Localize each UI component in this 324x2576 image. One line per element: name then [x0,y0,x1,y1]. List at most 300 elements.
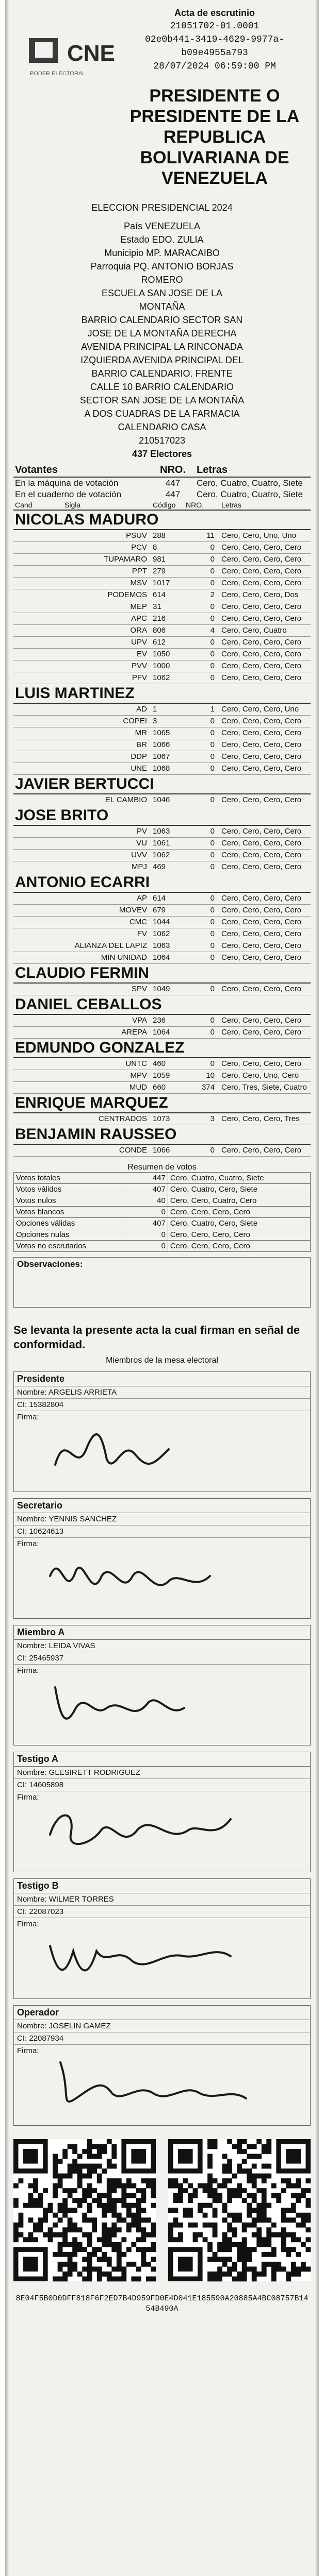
qr-module [213,2276,218,2281]
qr-module [256,2174,262,2179]
qr-module [203,2223,208,2228]
party-votes: 0 [184,917,220,928]
qr-module [102,2237,107,2242]
qr-module [77,2168,83,2174]
qr-module [82,2247,87,2252]
qr-module [58,2203,63,2208]
qr-module [247,2144,252,2149]
qr-module [82,2193,87,2198]
qr-module [126,2208,132,2213]
qr-module [107,2237,112,2242]
candidate-row [13,873,311,893]
spacer [13,530,63,542]
qr-module [227,2247,232,2252]
qr-module [62,2198,68,2203]
party-letras: Cero, Cero, Cero, Cero [220,1058,311,1070]
party-row [13,825,311,838]
voter-count: 437 Electores [132,449,192,459]
party-letras: Cero, Cero, Cero, Cero [220,850,311,861]
party-letras: Cero, Cero, Cero, Cero [220,613,311,625]
qr-module [62,2237,68,2242]
qr-module [126,2262,132,2267]
qr-module [102,2232,107,2238]
qr-module [58,2217,63,2223]
party-row [13,892,311,905]
qr-module [213,2257,218,2262]
qr-module [291,2193,296,2198]
qr-module [131,2203,136,2208]
qr-module [62,2227,68,2232]
qr-module [146,2178,151,2183]
qr-module [77,2272,83,2277]
qr-module [146,2247,151,2252]
qr-module [286,2208,291,2213]
party-letras: Cero, Cero, Cero, Cero [220,660,311,672]
qr-module [305,2227,311,2232]
resumen-row [14,1195,311,1207]
resumen-label: Votos blancos [14,1207,122,1218]
qr-module [136,2208,141,2213]
qr-module [252,2164,257,2169]
party-letras: Cero, Cero, Uno, Cero [220,1070,311,1082]
qr-code-icon [13,2139,156,2281]
qr-module [271,2183,277,2189]
qr-module [102,2213,107,2218]
party-votes: 0 [184,1014,220,1027]
qr-module [276,2198,281,2203]
qr-module [102,2272,107,2277]
qr-module [92,2223,97,2228]
resumen-label: Opciones nulas [14,1229,122,1241]
party-votes: 0 [184,928,220,940]
resumen-label: Opciones válidas [14,1218,122,1229]
party-code: 1066 [151,1144,184,1157]
address-line: CALLE 10 BARRIO CALENDARIO [90,382,234,392]
spacer [13,917,63,928]
qr-module [207,2144,213,2149]
qr-module [68,2223,73,2228]
qr-module [305,2266,311,2272]
qr-module [82,2149,87,2154]
qr-module [131,2276,136,2281]
qr-module [102,2168,107,2174]
qr-module [72,2164,77,2169]
party-code: 1000 [151,660,184,672]
election-title-line: PRESIDENTE DE LA [129,107,300,126]
qr-module [232,2227,237,2232]
party-name: FV [63,928,151,940]
member-block [13,1878,311,1999]
spacer [13,1027,63,1039]
qr-module [256,2227,262,2232]
qr-module [247,2193,252,2198]
qr-module [266,2203,271,2208]
resumen-num: 447 [122,1173,168,1184]
qr-module [276,2232,281,2238]
qr-module [183,2178,188,2183]
qr-module [237,2188,242,2193]
qr-module [43,2217,48,2223]
address-line: IZQUIERDA AVENIDA PRINCIPAL DEL [80,355,244,365]
party-votes: 0 [184,825,220,838]
qr-module [232,2232,237,2238]
qr-module [222,2257,228,2262]
member-firma-label: Firma: [17,1666,39,1675]
party-votes: 0 [184,794,220,806]
party-votes: 10 [184,1070,220,1082]
qr-module [107,2242,112,2247]
party-letras: Cero, Cero, Cero, Cero [220,751,311,763]
qr-module [188,2208,193,2213]
party-row [13,578,311,589]
qr-module [237,2183,242,2189]
qr-module [301,2266,306,2272]
qr-module [227,2188,232,2193]
resumen-row [14,1207,311,1218]
qr-module [296,2213,301,2218]
qr-module [28,2217,34,2223]
resumen-num: 0 [122,1207,168,1218]
qr-module [207,2276,213,2281]
qr-module [43,2188,48,2193]
qr-module [13,2198,19,2203]
qr-module [111,2232,117,2238]
party-row [13,554,311,566]
qr-module [222,2237,228,2242]
party-row [13,1070,311,1082]
acta-uuid-1: 02e0b441-3419-4629-9977a- [144,35,285,45]
qr-module [232,2217,237,2223]
qr-module [217,2193,222,2198]
party-name: UNTC [63,1058,151,1070]
summary-row-num: 447 [165,478,181,488]
qr-module [247,2168,252,2174]
qr-module [237,2217,242,2223]
qr-module [58,2247,63,2252]
qr-module [33,2223,38,2228]
handwritten-signature [45,1672,272,1739]
qr-module [28,2237,34,2242]
qr-module [305,2198,311,2203]
qr-module [126,2223,132,2228]
signature-stroke [60,2062,246,2102]
qr-module [222,2262,228,2267]
qr-module [207,2223,213,2228]
spacer [13,542,63,554]
qr-module [13,2237,19,2242]
qr-module [43,2208,48,2213]
qr-module [256,2213,262,2218]
member-block [13,1498,311,1619]
party-votes: 2 [184,589,220,601]
qr-finder [286,2149,301,2164]
qr-module [111,2247,117,2252]
party-letras: Cero, Cero, Cero, Cero [220,554,311,566]
qr-module [141,2257,146,2262]
qr-module [87,2266,92,2272]
spacer [13,892,63,905]
party-letras: Cero, Cero, Cero, Tres [220,1113,311,1125]
qr-module [136,2203,141,2208]
party-letras: Cero, Cero, Cero, Cero [220,566,311,578]
qr-module [97,2247,102,2252]
qr-module [92,2198,97,2203]
party-row [13,763,311,775]
qr-module [97,2193,102,2198]
party-letras: Cero, Cero, Cero, Uno [220,703,311,716]
spacer [13,1058,63,1070]
resumen-num: 407 [122,1218,168,1229]
qr-module [213,2188,218,2193]
party-letras: Cero, Cero, Cero, Cero [220,825,311,838]
qr-module [262,2149,267,2154]
qr-module [291,2272,296,2277]
qr-module [102,2252,107,2257]
candidate-name: LUIS MARTINEZ [13,684,311,704]
qr-module [242,2252,247,2257]
spacer [13,716,63,727]
qr-module [198,2203,203,2208]
qr-module [82,2217,87,2223]
qr-module [252,2154,257,2159]
qr-module [247,2266,252,2272]
qr-module [141,2262,146,2267]
qr-module [87,2252,92,2257]
resumen-letras: Cero, Cuatro, Cuatro, Siete [168,1173,310,1184]
qr-module [242,2237,247,2242]
qr-module [77,2247,83,2252]
party-votes: 0 [184,739,220,751]
qr-module [136,2266,141,2272]
qr-module [151,2188,156,2193]
qr-module [281,2188,286,2193]
qr-module [262,2144,267,2149]
party-row [13,905,311,917]
qr-module [13,2183,19,2189]
qr-module [126,2178,132,2183]
qr-module [68,2257,73,2262]
qr-module [72,2266,77,2272]
qr-module [222,2203,228,2208]
qr-module [286,2272,291,2277]
qr-module [256,2237,262,2242]
legal-statement: Se levanta la presente acta la cual firman en señal de conformidad. [13,1324,300,1351]
qr-module [232,2144,237,2149]
qr-module [72,2242,77,2247]
col-cand: Cand [13,500,63,510]
qr-module [141,2247,146,2252]
qr-module [193,2223,198,2228]
qr-module [92,2266,97,2272]
resumen-row [14,1184,311,1195]
qr-module [252,2183,257,2189]
party-letras: Cero, Cero, Cero, Cero [220,1014,311,1027]
qr-module [262,2208,267,2213]
spacer [13,983,63,995]
qr-module [121,2203,126,2208]
member-name: Nombre: GLESIRETT RODRIGUEZ [14,1767,310,1779]
qr-module [111,2144,117,2149]
party-row [13,566,311,578]
qr-module [286,2178,291,2183]
qr-module [247,2174,252,2179]
qr-module [121,2193,126,2198]
qr-module [19,2213,24,2218]
qr-module [87,2276,92,2281]
candidate-row [13,964,311,984]
qr-module [72,2144,77,2149]
center-code: 210517023 [138,435,186,446]
qr-module [291,2208,296,2213]
party-code: 1064 [151,952,184,964]
party-letras: Cero, Cero, Cero, Cero [220,928,311,940]
qr-module [58,2266,63,2272]
observaciones-label: Observaciones: [17,1259,83,1269]
qr-module [151,2247,156,2252]
party-code: 981 [151,554,184,566]
qr-module [19,2223,24,2228]
qr-module [97,2257,102,2262]
party-row [13,589,311,601]
qr-module [117,2217,122,2223]
qr-module [242,2139,247,2144]
qr-module [48,2232,53,2238]
qr-module [247,2178,252,2183]
qr-module [232,2276,237,2281]
qr-module [111,2164,117,2169]
handwritten-signature [45,2052,272,2119]
resumen-row [14,1218,311,1229]
spacer [13,952,63,964]
qr-module [242,2159,247,2164]
qr-module [107,2159,112,2164]
qr-module [77,2227,83,2232]
qr-module [256,2242,262,2247]
qr-module [92,2252,97,2257]
party-code: 1068 [151,763,184,775]
member-signature-field [14,1791,310,1872]
qr-module [227,2159,232,2164]
party-row [13,952,311,964]
member-role: Secretario [14,1499,310,1513]
party-name: UPV [63,637,151,649]
qr-module [173,2198,179,2203]
qr-module [136,2247,141,2252]
party-code: 1 [151,703,184,716]
qr-module [207,2154,213,2159]
qr-module [62,2276,68,2281]
party-votes: 0 [184,952,220,964]
party-letras: Cero, Cero, Uno, Uno [220,530,311,542]
qr-module [227,2227,232,2232]
qr-module [131,2183,136,2189]
qr-module [136,2227,141,2232]
qr-module [262,2174,267,2179]
qr-module [271,2266,277,2272]
country: País VENEZUELA [123,221,201,231]
qr-module [33,2203,38,2208]
member-firma-label: Firma: [17,1920,39,1928]
qr-module [296,2237,301,2242]
spacer [13,566,63,578]
spacer [13,554,63,566]
qr-module [87,2242,92,2247]
party-code: 1063 [151,940,184,952]
qr-module [252,2144,257,2149]
qr-module [256,2208,262,2213]
resumen-row [14,1241,311,1252]
qr-module [146,2262,151,2267]
qr-module [87,2203,92,2208]
qr-module [203,2203,208,2208]
party-code: 612 [151,637,184,649]
qr-module [72,2262,77,2267]
qr-module [77,2242,83,2247]
party-name: VU [63,838,151,850]
qr-module [102,2242,107,2247]
qr-module [62,2208,68,2213]
qr-module [13,2232,19,2238]
qr-module [131,2223,136,2228]
qr-module [266,2144,271,2149]
candidate-row [13,1094,311,1113]
spacer [13,601,63,613]
party-name: SPV [63,983,151,995]
qr-module [58,2242,63,2247]
resumen-num: 407 [122,1184,168,1195]
qr-module [131,2217,136,2223]
logo-text: CNE [67,41,115,66]
paper-shadow-left [5,0,9,2576]
summary-row-label: En el cuaderno de votación [15,489,122,499]
qr-module [87,2262,92,2267]
qr-module [237,2168,242,2174]
qr-module [305,2237,311,2242]
address-line: SECTOR SAN JOSE DE LA MONTAÑA [79,395,245,405]
qr-module [107,2188,112,2193]
qr-module [291,2217,296,2223]
qr-module [207,2193,213,2198]
qr-module [107,2262,112,2267]
summary-row-letras: Cero, Cuatro, Cuatro, Siete [197,478,303,488]
qr-module [301,2262,306,2267]
qr-module [53,2164,58,2169]
qr-module [242,2262,247,2267]
col-nro-2: NRO. [184,500,220,510]
party-row [13,727,311,739]
qr-module [301,2217,306,2223]
qr-module [247,2252,252,2257]
address-line: BARRIO CALENDARIO SECTOR SAN [81,315,243,325]
qr-module [141,2198,146,2203]
party-code: 614 [151,892,184,905]
qr-module [58,2183,63,2189]
member-ci: CI: 22087934 [14,2032,310,2045]
party-letras: Cero, Cero, Cero, Cero [220,983,311,995]
qr-module [222,2208,228,2213]
member-ci: CI: 15382804 [14,1399,310,1411]
party-code: 1062 [151,672,184,684]
qr-module [262,2193,267,2198]
qr-module [217,2272,222,2277]
acta-header [13,0,311,188]
qr-module [242,2247,247,2252]
party-code: 1050 [151,649,184,660]
summary-row-num: 447 [165,489,181,499]
qr-module [262,2203,267,2208]
party-name: AD [63,703,151,716]
party-votes: 374 [184,1082,220,1094]
